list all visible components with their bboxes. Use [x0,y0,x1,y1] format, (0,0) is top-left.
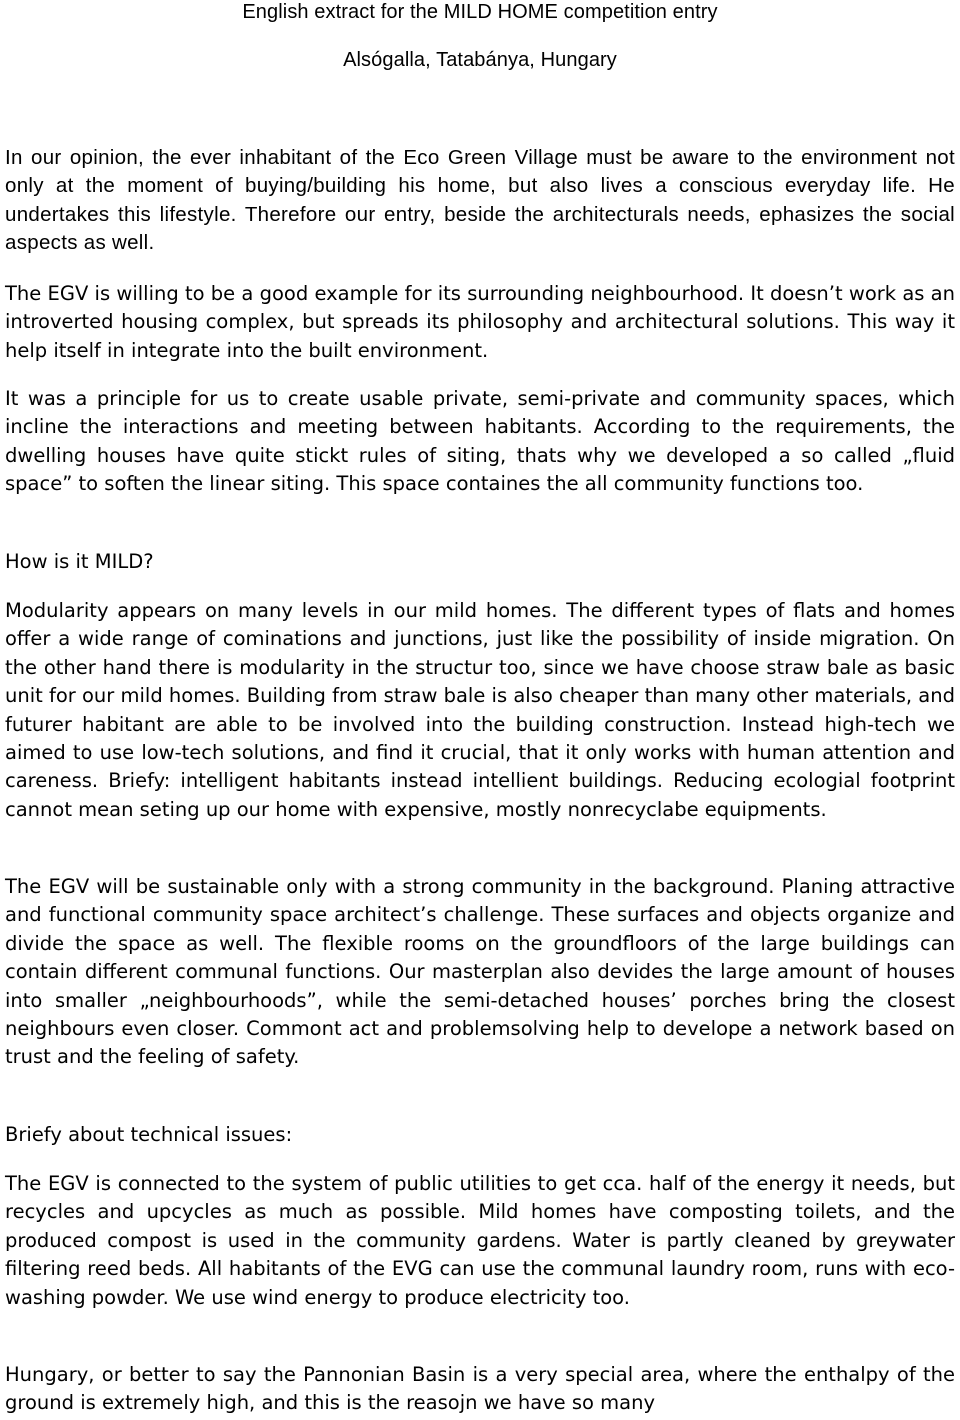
document-title: English extract for the MILD HOME competition entry [242,1,718,23]
paragraph-modularity: Modularity appears on many levels in our mild homes. The different types of flats and homes offer a wide range of cominations and junctions, just like the possibility of inside migration. On the other hand there is modularity in the structur too, since we have choose straw bale as basic unit for our mild homes. Building from straw bale is also cheaper than many other materials, and futurer habitant are able to be involved into the building construction. Instead high-tech we aimed to use low-tech solutions, and find it crucial, that it only works with human attention and careness. Briefy: intelligent habitants instead intellient buildings. Reducing ecologial footprint cannot mean seting up our home with expensive, mostly nonrecyclabe equipments. [5,599,955,821]
document-location: Alsógalla, Tatabánya, Hungary [343,49,617,71]
paragraph-egv-example: The EGV is willing to be a good example for its surrounding neighbourhood. It doesn’t work as an introverted housing complex, but spreads its philosophy and architectural solutions. This way it help itself in integrate into the built environment. [5,282,955,362]
paragraph-sustainable-community: The EGV will be sustainable only with a strong community in the background. Planing attractive and functional community space architect’s challenge. These surfaces and objects organize and divide the space as well. The flexible rooms on the groundfloors of the large buildings can contain different communal functions. Our masterplan also devides the large amount of houses into smaller „neighbourhoods”, while the semi-detached houses’ porches bring the closest neighbours even closer. Commont act and problemsolving help to develope a network based on trust and the feeling of safety. [5,875,955,1069]
paragraph-principle: It was a principle for us to create usable private, semi-private and community spaces, which incline the interactions and meeting between habitants. According to the requirements, the dwelling houses have quite stickt rules of siting, thats why we developed a so called „fluid space” to soften the linear siting. This space containes the all community functions too. [5,387,955,496]
paragraph-opinion: In our opinion, the ever inhabitant of the Eco Green Village must be aware to the environment not only at the moment of buying/building his home, but also lives a conscious everyday life. He undertakes this lifestyle. Therefore our entry, beside the architecturals needs, ephasizes the social aspects as well. [5,146,955,255]
paragraph-technical-issues: The EGV is connected to the system of public utilities to get cca. half of the energy it needs, but recycles and upcycles as much as possible. Mild homes have composting toilets, and the produced compost is used in the community gardens. Water is partly cleaned by greywater filtering reed beds. All habitants of the EVG can use the communal laundry room, runs with eco-washing powder. We use wind energy to produce electricity too. [5,1172,955,1309]
paragraph-how-mild-heading: How is it MILD? [5,550,154,573]
paragraph-technical-heading: Briefy about technical issues: [5,1123,293,1146]
paragraph-pannonian-basin: Hungary, or better to say the Pannonian Basin is a very special area, where the enthalpy of the ground is extremely high, and this is the reasojn we have so many [5,1363,955,1415]
